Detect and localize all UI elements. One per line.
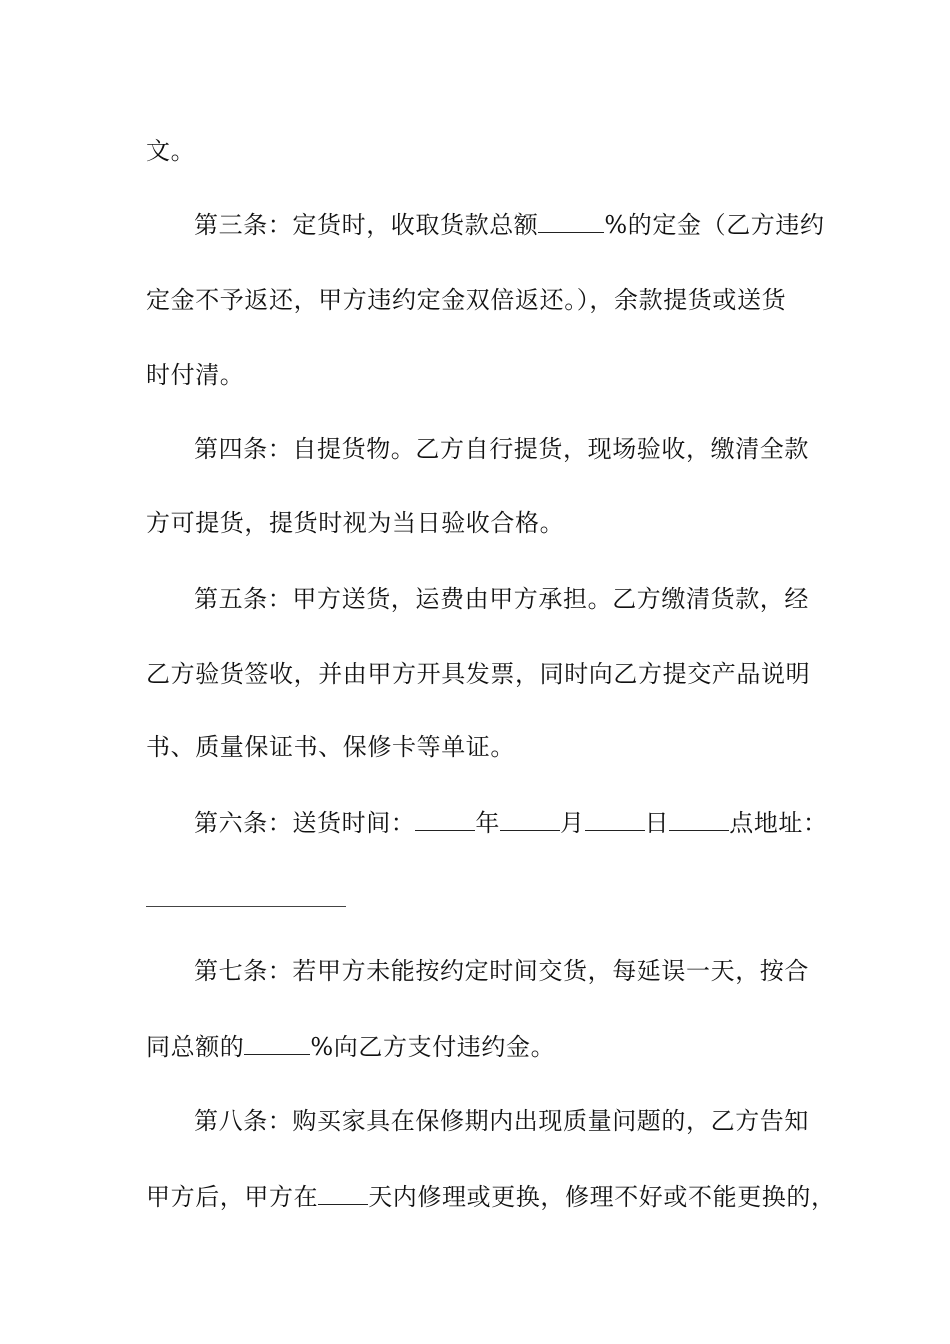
article-7-line-1: 第七条：若甲方未能按约定时间交货，每延误一天，按合 — [194, 957, 809, 985]
blank-deposit-percent[interactable] — [538, 210, 604, 233]
article-7-line-2: 同总额的 %向乙方支付违约金。 — [146, 1033, 556, 1061]
blank-penalty-percent[interactable] — [244, 1032, 310, 1055]
article-3-line-1: 第三条：定货时，收取货款总额 %的定金（乙方违约 — [194, 211, 825, 239]
blank-month[interactable] — [500, 808, 560, 831]
article-5-line-2: 乙方验货签收，并由甲方开具发票，同时向乙方提交产品说明 — [146, 660, 811, 688]
article-5-line-1: 第五条：甲方送货，运费由甲方承担。乙方缴清货款，经 — [194, 585, 809, 613]
blank-repair-days[interactable] — [318, 1182, 368, 1205]
article-6-line-1: 第六条：送货时间： 年 月 日 点地址： — [194, 809, 828, 837]
article-3-line-2: 定金不予返还，甲方违约定金双倍返还。），余款提货或送货 — [146, 286, 787, 314]
article-8-line-2: 甲方后，甲方在 天内修理或更换，修理不好或不能更换的， — [146, 1183, 836, 1211]
blank-day[interactable] — [585, 808, 645, 831]
article-8-line-1: 第八条：购买家具在保修期内出现质量问题的，乙方告知 — [194, 1107, 809, 1135]
blank-address[interactable] — [146, 906, 346, 907]
article-4-line-2: 方可提货，提货时视为当日验收合格。 — [146, 509, 565, 537]
article-3-line-3: 时付清。 — [146, 361, 245, 389]
article-4-line-1: 第四条：自提货物。乙方自行提货，现场验收，缴清全款 — [194, 435, 809, 463]
blank-year[interactable] — [415, 808, 475, 831]
blank-hour[interactable] — [669, 808, 729, 831]
text-line: 文。 — [146, 137, 196, 165]
article-5-line-3: 书、质量保证书、保修卡等单证。 — [146, 733, 515, 761]
